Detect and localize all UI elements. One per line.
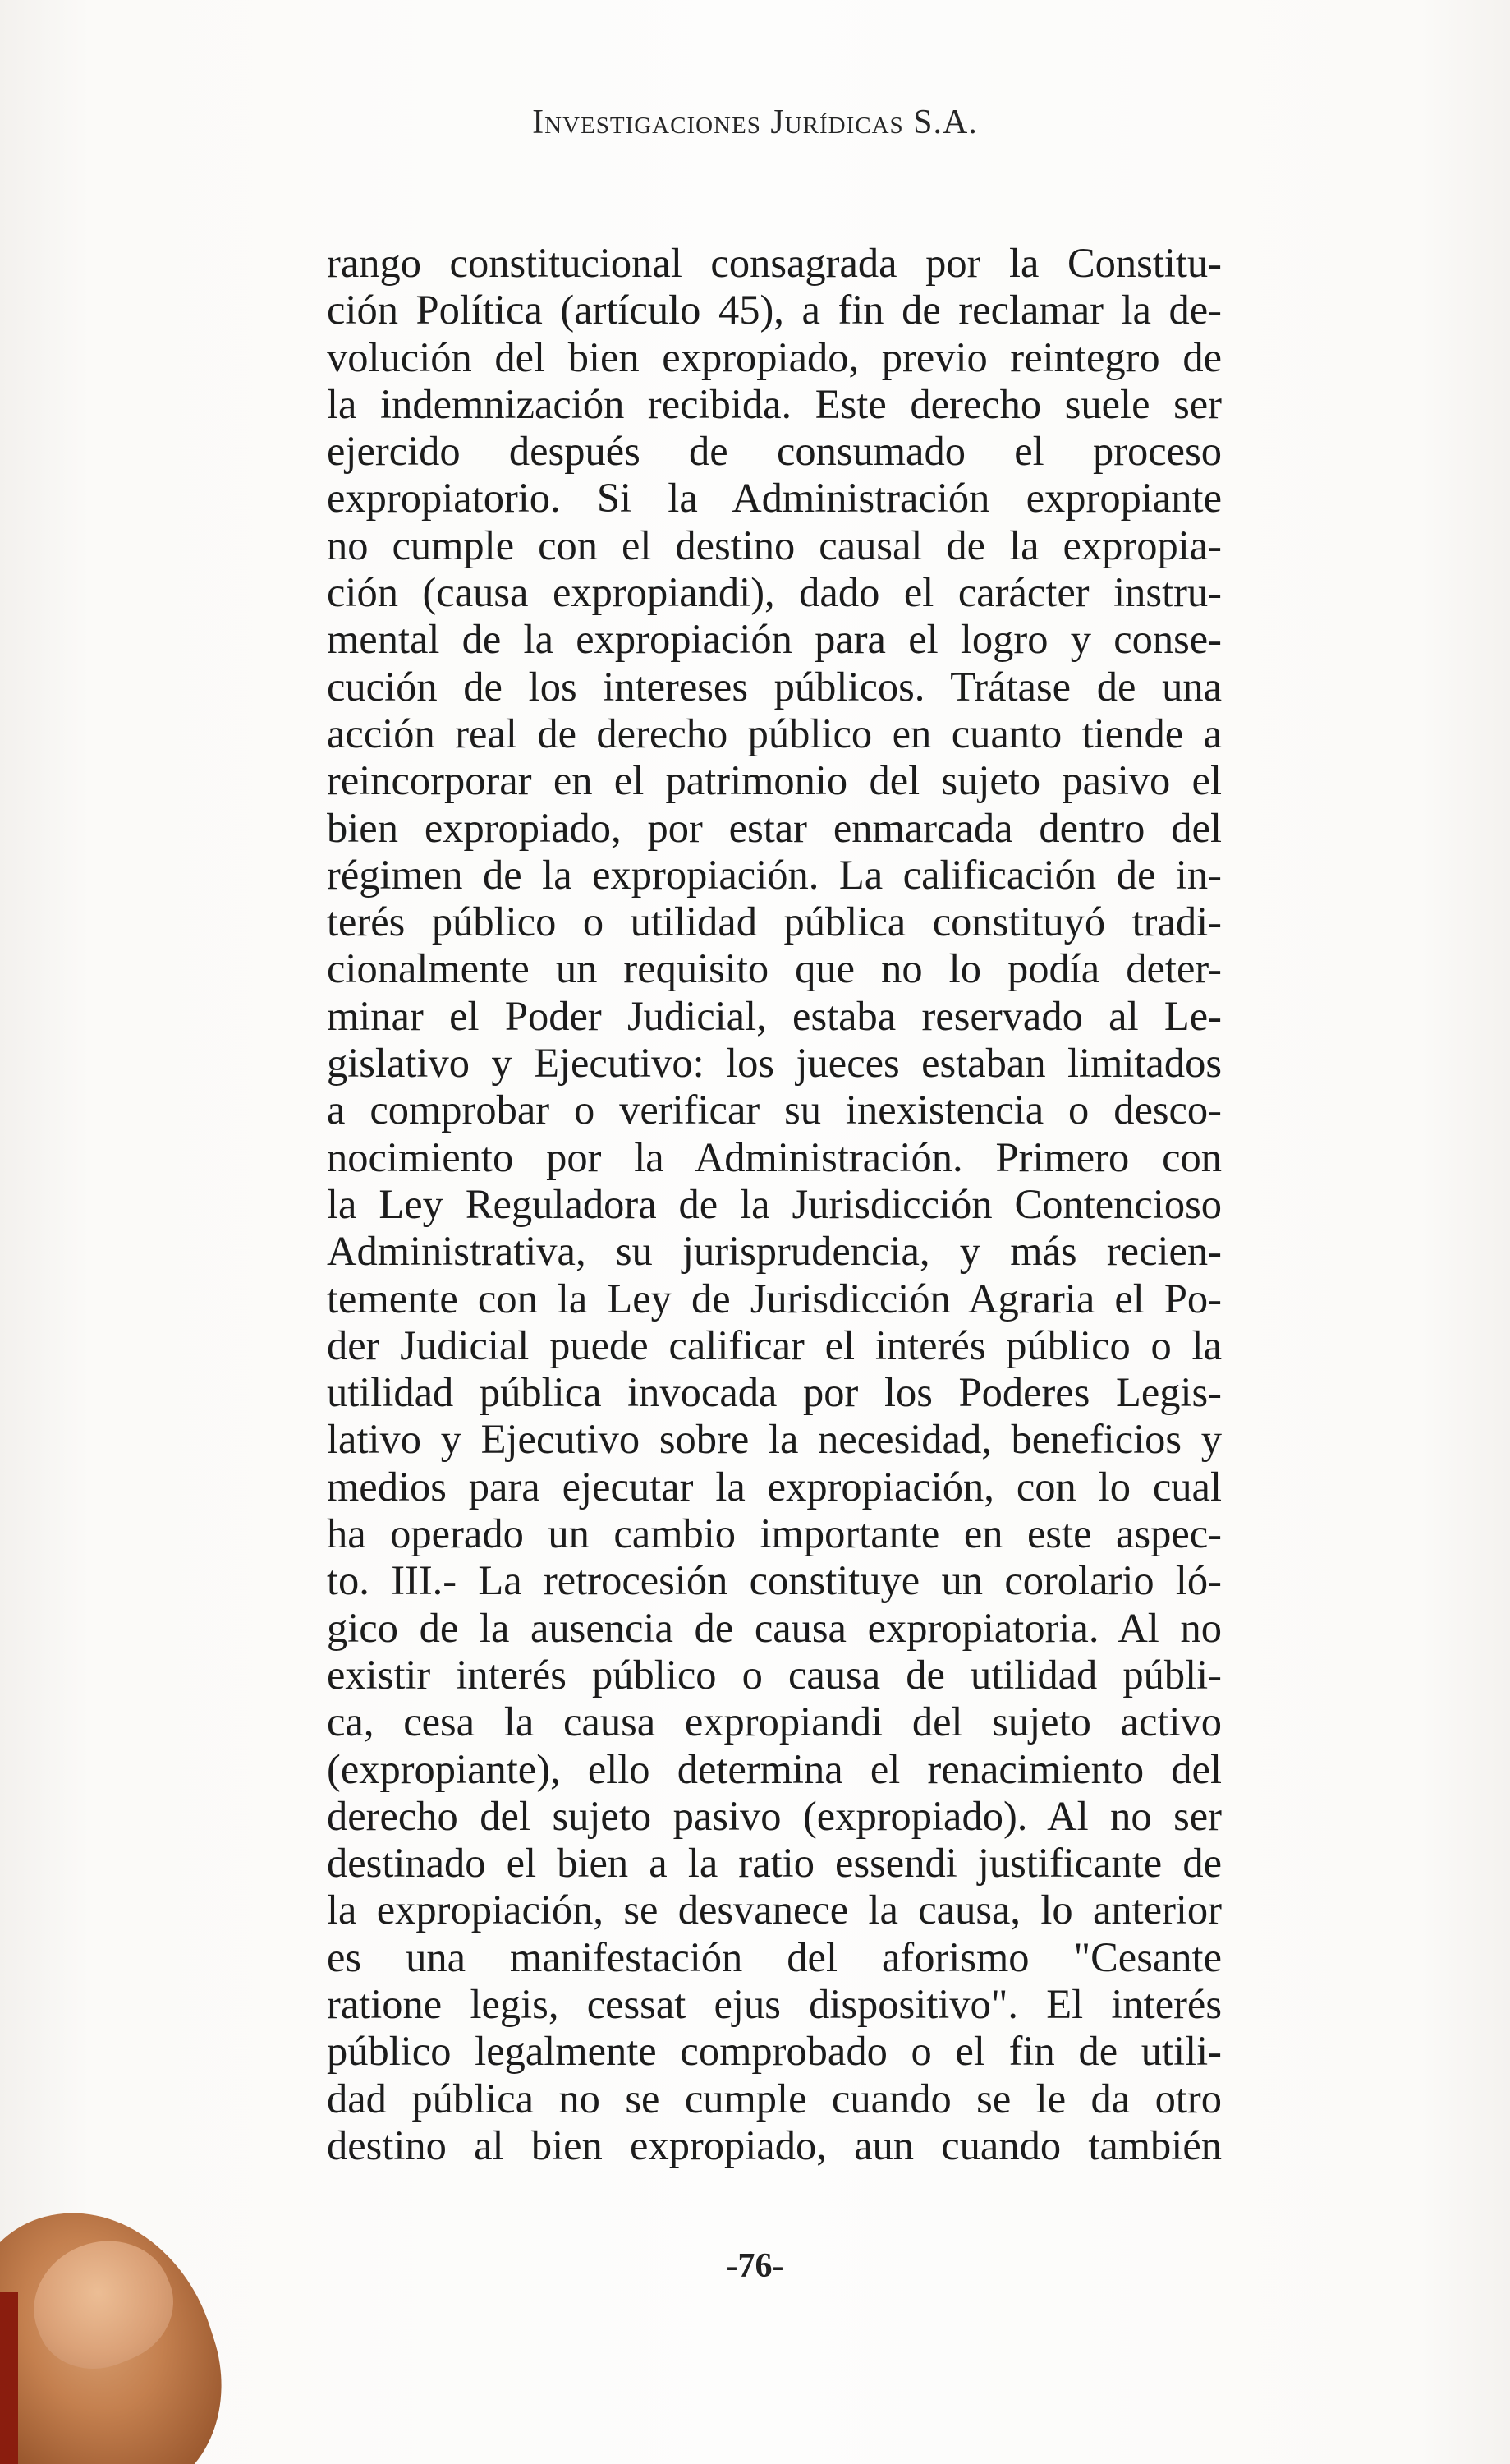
text-line: a comprobar o verificar su inexistencia o desco- — [327, 1087, 1222, 1133]
text-line: utilidad pública invocada por los Poderes Legis- — [327, 1369, 1222, 1416]
text-line: dad pública no se cumple cuando se le da otro — [327, 2075, 1222, 2122]
text-line: ción Política (artículo 45), a fin de reclamar la de- — [327, 287, 1222, 333]
text-line: nocimiento por la Administración. Primero con — [327, 1133, 1222, 1180]
text-line: gico de la ausencia de causa expropiatoria. Al no — [327, 1604, 1222, 1651]
text-line: volución del bien expropiado, previo reintegro de — [327, 333, 1222, 380]
text-line: mental de la expropiación para el logro y conse- — [327, 616, 1222, 663]
text-line: ratione legis, cessat ejus dispositivo". El interés — [327, 1980, 1222, 2027]
text-line: terés público o utilidad pública constituyó tradi- — [327, 899, 1222, 945]
running-header: Investigaciones Jurídicas S.A. — [532, 103, 978, 141]
text-line: temente con la Ley de Jurisdicción Agraria el Po- — [327, 1275, 1222, 1322]
thumb-sleeve — [0, 2292, 18, 2464]
text-line: derecho del sujeto pasivo (expropiado). Al no ser — [327, 1792, 1222, 1839]
text-line: régimen de la expropiación. La calificación de in- — [327, 851, 1222, 898]
text-line: minar el Poder Judicial, estaba reservado al Le- — [327, 992, 1222, 1039]
text-line: rango constitucional consagrada por la Constitu- — [327, 240, 1222, 286]
text-line: existir interés público o causa de utilidad públi- — [327, 1651, 1222, 1698]
text-line: cionalmente un requisito que no lo podía deter- — [327, 945, 1222, 992]
text-line: la indemnización recibida. Este derecho suele ser — [327, 380, 1222, 427]
text-line: no cumple con el destino causal de la expropia- — [327, 522, 1222, 568]
text-line: reincorporar en el patrimonio del sujeto pasivo el — [327, 757, 1222, 804]
text-line: cución de los intereses públicos. Trátase de una — [327, 663, 1222, 710]
text-line: destinado el bien a la ratio essendi justificante de — [327, 1840, 1222, 1887]
text-line: ción (causa expropiandi), dado el carácter instru- — [327, 569, 1222, 616]
text-line: acción real de derecho público en cuanto tiende a — [327, 710, 1222, 756]
text-line: destino al bien expropiado, aun cuando también — [327, 2122, 1222, 2168]
text-line: ejercido después de consumado el proceso — [327, 428, 1222, 475]
page-number: -76- — [726, 2247, 784, 2285]
text-line: ca, cesa la causa expropiandi del sujeto activo — [327, 1699, 1222, 1745]
text-line: público legalmente comprobado o el fin de utili- — [327, 2028, 1222, 2075]
text-line: expropiatorio. Si la Administración expropiante — [327, 475, 1222, 522]
text-line: es una manifestación del aforismo "Cesante — [327, 1933, 1222, 1980]
text-line: bien expropiado, por estar enmarcada dentro del — [327, 804, 1222, 851]
body-text — [327, 240, 1222, 2169]
text-line: gislativo y Ejecutivo: los jueces estaban limitados — [327, 1040, 1222, 1087]
text-line: ha operado un cambio importante en este aspec- — [327, 1510, 1222, 1557]
text-line: medios para ejecutar la expropiación, con lo cual — [327, 1463, 1222, 1510]
text-line: la expropiación, se desvanece la causa, lo anterior — [327, 1887, 1222, 1933]
text-line: Administrativa, su jurisprudencia, y más recien- — [327, 1228, 1222, 1275]
text-line: der Judicial puede calificar el interés público o la — [327, 1322, 1222, 1368]
text-line: la Ley Reguladora de la Jurisdicción Contencioso — [327, 1180, 1222, 1227]
text-line: to. III.- La retrocesión constituye un corolario ló- — [327, 1557, 1222, 1604]
text-line: (expropiante), ello determina el renacimiento del — [327, 1745, 1222, 1792]
text-line: lativo y Ejecutivo sobre la necesidad, beneficios y — [327, 1416, 1222, 1463]
